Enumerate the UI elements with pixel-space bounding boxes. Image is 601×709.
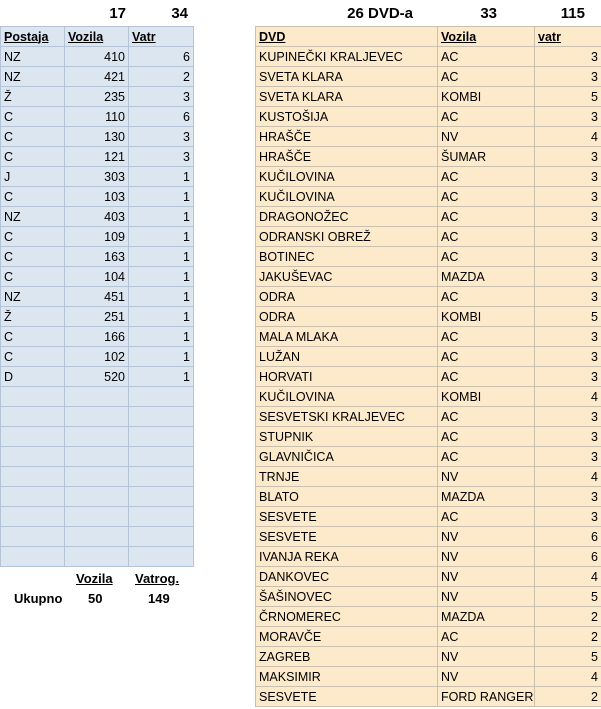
cell-postaja[interactable]: C xyxy=(1,267,65,287)
cell-dvd[interactable]: DRAGONOŽEC xyxy=(256,207,438,227)
table-row xyxy=(256,227,601,247)
right-total-dvd: 26 DVD-a xyxy=(347,5,413,22)
empty-cell[interactable] xyxy=(65,447,129,467)
cell-vatr[interactable]: 6 xyxy=(129,47,194,67)
header-dvd[interactable]: DVD xyxy=(256,27,438,47)
cell-vozila[interactable]: AC xyxy=(438,407,535,427)
cell-vatr[interactable]: 6 xyxy=(535,527,601,547)
cell-vozila[interactable]: ŠUMAR xyxy=(438,147,535,167)
dvd-table xyxy=(255,26,601,707)
cell-vozila[interactable]: NV xyxy=(438,127,535,147)
cell-postaja[interactable]: C xyxy=(1,327,65,347)
cell-vatr[interactable]: 3 xyxy=(535,407,601,427)
empty-cell[interactable] xyxy=(129,487,194,507)
cell-dvd[interactable]: BLATO xyxy=(256,487,438,507)
cell-vatr[interactable]: 3 xyxy=(535,207,601,227)
cell-dvd[interactable]: LUŽAN xyxy=(256,347,438,367)
cell-vatr[interactable]: 1 xyxy=(129,287,194,307)
cell-vatr[interactable]: 1 xyxy=(129,347,194,367)
cell-vatr[interactable]: 3 xyxy=(129,147,194,167)
table-row xyxy=(256,267,601,287)
table-row xyxy=(256,107,601,127)
empty-row xyxy=(1,507,194,527)
table-row xyxy=(256,667,601,687)
empty-cell[interactable] xyxy=(1,547,65,567)
table-row xyxy=(256,587,601,607)
cell-vatr[interactable]: 1 xyxy=(129,227,194,247)
cell-vatr[interactable]: 6 xyxy=(535,547,601,567)
empty-cell[interactable] xyxy=(65,407,129,427)
empty-cell[interactable] xyxy=(129,387,194,407)
table-row xyxy=(1,267,194,287)
cell-dvd[interactable]: ČRNOMEREC xyxy=(256,607,438,627)
cell-vozila[interactable]: AC xyxy=(438,367,535,387)
cell-postaja[interactable]: C xyxy=(1,247,65,267)
cell-dvd[interactable]: HRAŠČE xyxy=(256,147,438,167)
cell-dvd[interactable]: SESVETE xyxy=(256,687,438,707)
cell-vatr[interactable]: 3 xyxy=(535,227,601,247)
empty-cell[interactable] xyxy=(129,427,194,447)
table-row xyxy=(256,147,601,167)
table-row xyxy=(256,487,601,507)
cell-vatr[interactable]: 3 xyxy=(535,187,601,207)
empty-cell[interactable] xyxy=(129,467,194,487)
cell-vatr[interactable]: 3 xyxy=(535,67,601,87)
cell-vatr[interactable]: 5 xyxy=(535,307,601,327)
cell-dvd[interactable]: MALA MLAKA xyxy=(256,327,438,347)
cell-dvd[interactable]: KUČILOVINA xyxy=(256,167,438,187)
cell-vozila[interactable]: NV xyxy=(438,587,535,607)
cell-vozila[interactable]: AC xyxy=(438,447,535,467)
cell-vozila[interactable]: NV xyxy=(438,667,535,687)
cell-vatr[interactable]: 6 xyxy=(129,107,194,127)
table-row xyxy=(1,147,194,167)
summary-vozila-label: Vozila xyxy=(76,571,113,586)
cell-vatr[interactable]: 2 xyxy=(535,687,601,707)
empty-cell[interactable] xyxy=(1,447,65,467)
cell-vozila[interactable]: AC xyxy=(438,167,535,187)
table-row xyxy=(256,627,601,647)
cell-dvd[interactable]: SESVETE xyxy=(256,527,438,547)
table-row xyxy=(256,247,601,267)
empty-cell[interactable] xyxy=(129,407,194,427)
empty-cell[interactable] xyxy=(65,387,129,407)
table-row xyxy=(1,347,194,367)
cell-vatr[interactable]: 3 xyxy=(535,507,601,527)
table-row xyxy=(1,227,194,247)
cell-vozila[interactable]: NV xyxy=(438,527,535,547)
cell-dvd[interactable]: ZAGREB xyxy=(256,647,438,667)
table-row xyxy=(1,127,194,147)
table-row xyxy=(256,467,601,487)
table-row xyxy=(1,327,194,347)
cell-vozila[interactable]: KOMBI xyxy=(438,87,535,107)
table-row xyxy=(256,127,601,147)
empty-cell[interactable] xyxy=(65,527,129,547)
table-row xyxy=(256,687,601,707)
table-row xyxy=(1,87,194,107)
table-row xyxy=(1,307,194,327)
cell-vatr[interactable]: 3 xyxy=(535,487,601,507)
cell-vatr[interactable]: 4 xyxy=(535,667,601,687)
header-vatr[interactable]: Vatr xyxy=(129,27,194,47)
cell-vatr[interactable]: 3 xyxy=(535,427,601,447)
cell-vatr[interactable]: 1 xyxy=(129,187,194,207)
cell-vatr[interactable]: 1 xyxy=(129,307,194,327)
cell-vatr[interactable]: 4 xyxy=(535,467,601,487)
cell-vatr[interactable]: 3 xyxy=(129,87,194,107)
empty-row xyxy=(1,427,194,447)
table-row xyxy=(1,367,194,387)
cell-vatr[interactable]: 4 xyxy=(535,127,601,147)
empty-cell[interactable] xyxy=(65,427,129,447)
empty-cell[interactable] xyxy=(1,427,65,447)
cell-postaja[interactable]: Ž xyxy=(1,87,65,107)
cell-vozila[interactable]: AC xyxy=(438,247,535,267)
cell-vatr[interactable]: 1 xyxy=(129,247,194,267)
empty-cell[interactable] xyxy=(129,447,194,467)
cell-dvd[interactable]: SESVETSKI KRALJEVEC xyxy=(256,407,438,427)
cell-vatr[interactable]: 3 xyxy=(535,247,601,267)
empty-cell[interactable] xyxy=(129,527,194,547)
summary-vatrog-label: Vatrog. xyxy=(135,571,180,586)
empty-cell[interactable] xyxy=(1,407,65,427)
cell-vatr[interactable]: 3 xyxy=(535,327,601,347)
table-row xyxy=(256,67,601,87)
cell-vozila[interactable]: 410 xyxy=(65,47,129,67)
cell-vatr[interactable]: 3 xyxy=(535,107,601,127)
cell-vozila[interactable]: AC xyxy=(438,327,535,347)
empty-row xyxy=(1,487,194,507)
table-row xyxy=(1,167,194,187)
cell-dvd[interactable]: KUČILOVINA xyxy=(256,187,438,207)
header-postaja[interactable]: Postaja xyxy=(1,27,65,47)
cell-vozila[interactable]: 103 xyxy=(65,187,129,207)
table-row xyxy=(256,347,601,367)
cell-vatr[interactable]: 4 xyxy=(535,567,601,587)
cell-dvd[interactable]: SESVETE xyxy=(256,507,438,527)
cell-vatr[interactable]: 3 xyxy=(535,267,601,287)
summary-vozila-value: 50 xyxy=(88,591,103,606)
cell-vozila[interactable]: 421 xyxy=(65,67,129,87)
table-row xyxy=(1,187,194,207)
table-row xyxy=(1,47,194,67)
cell-dvd[interactable]: SVETA KLARA xyxy=(256,87,438,107)
cell-vozila[interactable]: KOMBI xyxy=(438,387,535,407)
cell-vatr[interactable]: 3 xyxy=(535,347,601,367)
cell-dvd[interactable]: KUSTOŠIJA xyxy=(256,107,438,127)
cell-vozila[interactable]: AC xyxy=(438,347,535,367)
cell-dvd[interactable]: ŠAŠINOVEC xyxy=(256,587,438,607)
cell-dvd[interactable]: JAKUŠEVAC xyxy=(256,267,438,287)
summary-ukupno-label: Ukupno xyxy=(14,591,63,606)
cell-dvd[interactable]: MAKSIMIR xyxy=(256,667,438,687)
cell-vozila[interactable]: NV xyxy=(438,567,535,587)
cell-vozila[interactable]: 303 xyxy=(65,167,129,187)
table-row xyxy=(256,427,601,447)
cell-dvd[interactable]: MORAVČE xyxy=(256,627,438,647)
empty-cell[interactable] xyxy=(1,387,65,407)
empty-row xyxy=(1,407,194,427)
cell-vatr[interactable]: 1 xyxy=(129,167,194,187)
header-vatr[interactable]: vatr xyxy=(535,27,601,47)
cell-vozila[interactable]: 520 xyxy=(65,367,129,387)
header-vozila[interactable]: Vozila xyxy=(438,27,535,47)
empty-cell[interactable] xyxy=(129,547,194,567)
cell-vozila[interactable]: 121 xyxy=(65,147,129,167)
left-total-vatr: 34 xyxy=(171,5,188,22)
cell-vozila[interactable]: AC xyxy=(438,227,535,247)
cell-vozila[interactable]: 110 xyxy=(65,107,129,127)
table-row xyxy=(256,527,601,547)
table-row xyxy=(256,447,601,467)
table-row xyxy=(256,187,601,207)
cell-vozila[interactable]: 451 xyxy=(65,287,129,307)
table-row xyxy=(256,567,601,587)
table-row xyxy=(256,547,601,567)
table-row xyxy=(256,207,601,227)
table-row xyxy=(256,47,601,67)
cell-vatr[interactable]: 3 xyxy=(535,367,601,387)
cell-vozila[interactable]: MAZDA xyxy=(438,267,535,287)
cell-dvd[interactable]: HORVATI xyxy=(256,367,438,387)
cell-vozila[interactable]: FORD RANGER xyxy=(438,687,535,707)
cell-vozila[interactable]: 166 xyxy=(65,327,129,347)
cell-vozila[interactable]: AC xyxy=(438,287,535,307)
table-row xyxy=(256,327,601,347)
cell-vatr[interactable]: 3 xyxy=(535,147,601,167)
cell-dvd[interactable]: ODRA xyxy=(256,307,438,327)
cell-vozila[interactable]: NV xyxy=(438,647,535,667)
table-row xyxy=(256,87,601,107)
empty-cell[interactable] xyxy=(1,487,65,507)
cell-postaja[interactable]: C xyxy=(1,127,65,147)
table-row xyxy=(256,307,601,327)
cell-vozila[interactable]: MAZDA xyxy=(438,487,535,507)
cell-vatr[interactable]: 3 xyxy=(535,287,601,307)
cell-vozila[interactable]: AC xyxy=(438,207,535,227)
cell-vozila[interactable]: MAZDA xyxy=(438,607,535,627)
cell-postaja[interactable]: NZ xyxy=(1,47,65,67)
cell-vatr[interactable]: 3 xyxy=(535,47,601,67)
table-row xyxy=(256,367,601,387)
table-row xyxy=(256,167,601,187)
cell-vatr[interactable]: 1 xyxy=(129,207,194,227)
cell-dvd[interactable]: KUPINEČKI KRALJEVEC xyxy=(256,47,438,67)
empty-row xyxy=(1,527,194,547)
cell-dvd[interactable]: ODRANSKI OBREŽ xyxy=(256,227,438,247)
cell-vatr[interactable]: 1 xyxy=(129,267,194,287)
cell-vozila[interactable]: NV xyxy=(438,547,535,567)
cell-vatr[interactable]: 2 xyxy=(535,627,601,647)
right-total-vozila: 33 xyxy=(480,5,497,22)
cell-vozila[interactable]: 235 xyxy=(65,87,129,107)
table-row xyxy=(1,67,194,87)
postaja-table xyxy=(0,26,194,567)
cell-postaja[interactable]: J xyxy=(1,167,65,187)
cell-vatr[interactable]: 2 xyxy=(535,607,601,627)
table-row xyxy=(256,647,601,667)
cell-vozila[interactable]: 403 xyxy=(65,207,129,227)
table-row xyxy=(256,407,601,427)
empty-cell[interactable] xyxy=(1,527,65,547)
cell-dvd[interactable]: HRAŠČE xyxy=(256,127,438,147)
cell-vozila[interactable]: 109 xyxy=(65,227,129,247)
empty-cell[interactable] xyxy=(1,507,65,527)
cell-vozila[interactable]: AC xyxy=(438,187,535,207)
cell-vozila[interactable]: 163 xyxy=(65,247,129,267)
table-row xyxy=(1,207,194,227)
cell-vozila[interactable]: AC xyxy=(438,507,535,527)
empty-row xyxy=(1,467,194,487)
table-row xyxy=(1,247,194,267)
cell-dvd[interactable]: IVANJA REKA xyxy=(256,547,438,567)
cell-vozila[interactable]: 102 xyxy=(65,347,129,367)
summary-vatrog-value: 149 xyxy=(148,591,170,606)
empty-row xyxy=(1,447,194,467)
empty-cell[interactable] xyxy=(1,467,65,487)
cell-postaja[interactable]: D xyxy=(1,367,65,387)
table-row xyxy=(256,287,601,307)
cell-vozila[interactable]: AC xyxy=(438,627,535,647)
cell-vatr[interactable]: 1 xyxy=(129,367,194,387)
cell-vozila[interactable]: KOMBI xyxy=(438,307,535,327)
cell-postaja[interactable]: C xyxy=(1,147,65,167)
cell-postaja[interactable]: NZ xyxy=(1,207,65,227)
table-row xyxy=(256,387,601,407)
cell-postaja[interactable]: C xyxy=(1,107,65,127)
empty-cell[interactable] xyxy=(65,547,129,567)
cell-dvd[interactable]: TRNJE xyxy=(256,467,438,487)
cell-vozila[interactable]: 104 xyxy=(65,267,129,287)
cell-dvd[interactable]: STUPNIK xyxy=(256,427,438,447)
header-row xyxy=(1,27,194,47)
cell-vatr[interactable]: 5 xyxy=(535,587,601,607)
empty-cell[interactable] xyxy=(129,507,194,527)
cell-vatr[interactable]: 3 xyxy=(129,127,194,147)
cell-vatr[interactable]: 2 xyxy=(129,67,194,87)
table-row xyxy=(1,287,194,307)
header-vozila[interactable]: Vozila xyxy=(65,27,129,47)
cell-postaja[interactable]: C xyxy=(1,227,65,247)
cell-vatr[interactable]: 3 xyxy=(535,447,601,467)
cell-dvd[interactable]: DANKOVEC xyxy=(256,567,438,587)
empty-cell[interactable] xyxy=(65,467,129,487)
cell-vozila[interactable]: 130 xyxy=(65,127,129,147)
cell-postaja[interactable]: NZ xyxy=(1,67,65,87)
cell-vozila[interactable]: 251 xyxy=(65,307,129,327)
cell-dvd[interactable]: GLAVNIČICA xyxy=(256,447,438,467)
left-total-vozila: 17 xyxy=(109,5,126,22)
cell-vatr[interactable]: 5 xyxy=(535,647,601,667)
empty-row xyxy=(1,547,194,567)
cell-vatr[interactable]: 5 xyxy=(535,87,601,107)
cell-postaja[interactable]: Ž xyxy=(1,307,65,327)
header-row xyxy=(256,27,601,47)
table-row xyxy=(1,107,194,127)
cell-postaja[interactable]: NZ xyxy=(1,287,65,307)
cell-dvd[interactable]: SVETA KLARA xyxy=(256,67,438,87)
cell-vozila[interactable]: AC xyxy=(438,427,535,447)
cell-vozila[interactable]: AC xyxy=(438,47,535,67)
cell-vatr[interactable]: 4 xyxy=(535,387,601,407)
right-total-vatr: 115 xyxy=(560,5,585,22)
cell-postaja[interactable]: C xyxy=(1,187,65,207)
empty-cell[interactable] xyxy=(65,507,129,527)
empty-row xyxy=(1,387,194,407)
cell-vatr[interactable]: 3 xyxy=(535,167,601,187)
cell-vatr[interactable]: 1 xyxy=(129,327,194,347)
empty-cell[interactable] xyxy=(65,487,129,507)
cell-postaja[interactable]: C xyxy=(1,347,65,367)
cell-dvd[interactable]: ODRA xyxy=(256,287,438,307)
table-row xyxy=(256,507,601,527)
table-row xyxy=(256,607,601,627)
cell-vozila[interactable]: AC xyxy=(438,67,535,87)
cell-vozila[interactable]: NV xyxy=(438,467,535,487)
cell-vozila[interactable]: AC xyxy=(438,107,535,127)
cell-dvd[interactable]: KUČILOVINA xyxy=(256,387,438,407)
cell-dvd[interactable]: BOTINEC xyxy=(256,247,438,267)
